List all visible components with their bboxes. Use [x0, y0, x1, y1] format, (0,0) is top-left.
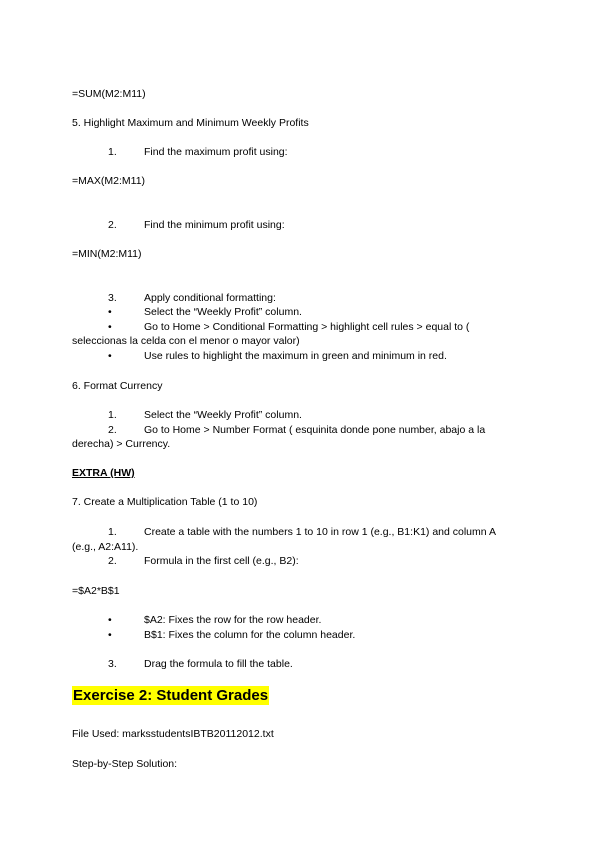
bullet-text: $A2: Fixes the row for the row header.	[144, 614, 322, 626]
bullet-text: B$1: Fixes the column for the column header.	[144, 629, 356, 641]
step-number: 1.	[108, 409, 117, 421]
bullet-text: Go to Home > Conditional Formatting > highlight cell rules > equal to (	[144, 321, 470, 333]
step-number: 3.	[108, 292, 117, 304]
step-number: 2.	[108, 555, 117, 567]
step-by-step-label: Step-by-Step Solution:	[72, 758, 178, 770]
step-text-continued: (e.g., A2:A11).	[72, 541, 139, 553]
exercise-2-heading: Exercise 2: Student Grades	[73, 687, 269, 704]
bullet: •	[108, 614, 112, 626]
bullet: •	[108, 350, 112, 362]
section-6-heading: 6. Format Currency	[72, 380, 163, 392]
bullet: •	[108, 306, 112, 318]
step-number: 1.	[108, 146, 117, 158]
section-7-heading: 7. Create a Multiplication Table (1 to 10)	[72, 496, 258, 508]
file-used-line: File Used: marksstudentsIBTB20112012.txt	[72, 728, 274, 740]
bullet-text: Use rules to highlight the maximum in green and minimum in red.	[144, 350, 447, 362]
step-text: Select the “Weekly Profit” column.	[144, 409, 302, 421]
step-text: Go to Home > Number Format ( esquinita donde pone number, abajo a la	[144, 424, 486, 436]
step-text: Create a table with the numbers 1 to 10 in row 1 (e.g., B1:K1) and column A	[144, 526, 496, 538]
multiplication-formula: =$A2*B$1	[72, 585, 120, 597]
bullet: •	[108, 321, 112, 333]
step-text-continued: derecha) > Currency.	[72, 438, 171, 450]
step-text: Drag the formula to fill the table.	[144, 658, 293, 670]
section-5-heading: 5. Highlight Maximum and Minimum Weekly Profits	[72, 117, 309, 129]
step-number: 2.	[108, 219, 117, 231]
step-text: Find the minimum profit using:	[144, 219, 285, 231]
bullet: •	[108, 629, 112, 641]
extra-heading: EXTRA (HW)	[72, 467, 135, 479]
step-text: Find the maximum profit using:	[144, 146, 288, 158]
step-number: 3.	[108, 658, 117, 670]
bullet-text: Select the “Weekly Profit” column.	[144, 306, 302, 318]
step-text: Apply conditional formatting:	[144, 292, 276, 304]
bullet-text-continued: seleccionas la celda con el menor o mayor valor)	[72, 335, 300, 347]
step-text: Formula in the first cell (e.g., B2):	[144, 555, 299, 567]
step-number: 2.	[108, 424, 117, 436]
min-formula: =MIN(M2:M11)	[72, 248, 142, 260]
max-formula: =MAX(M2:M11)	[72, 175, 146, 187]
sum-formula: =SUM(M2:M11)	[72, 88, 146, 100]
step-number: 1.	[108, 526, 117, 538]
